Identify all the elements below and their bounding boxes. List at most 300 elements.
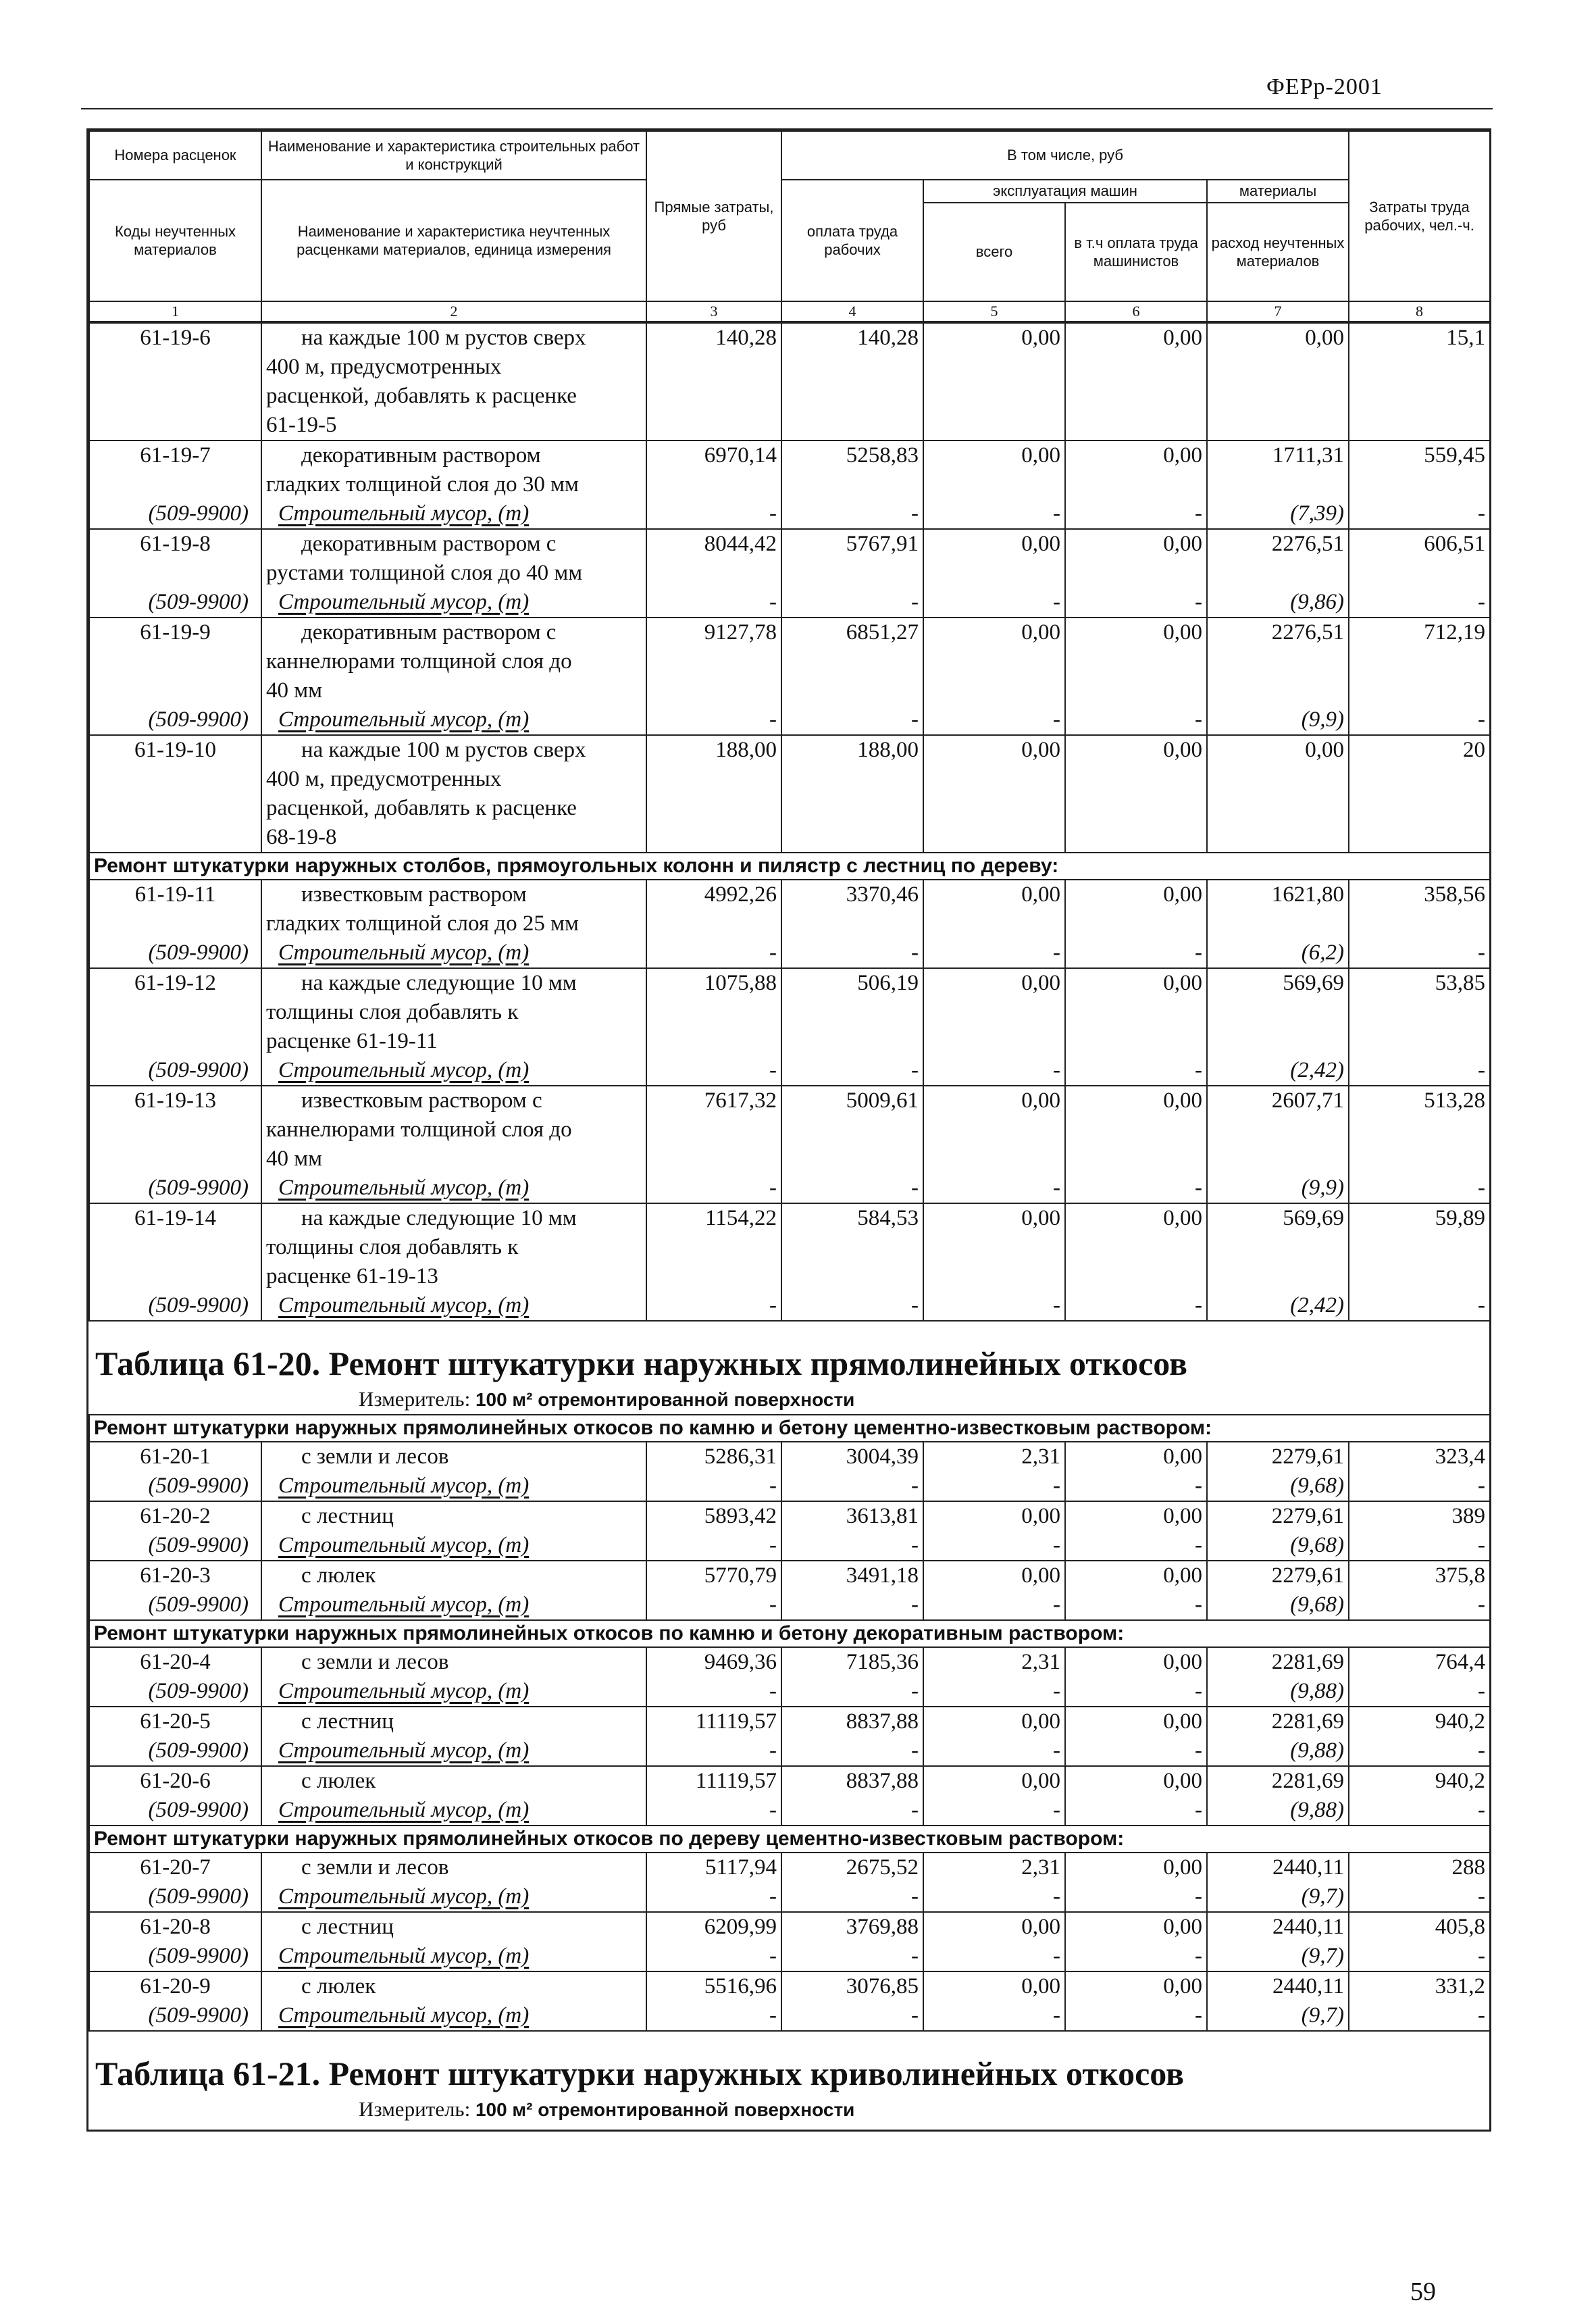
material-name: Строительный мусор, (т) [261, 1677, 646, 1707]
material-value: - [923, 705, 1065, 735]
value-cell: 940,2 [1349, 1766, 1490, 1796]
value-cell: 6209,99 [646, 1912, 781, 1942]
work-description [261, 1912, 646, 1942]
material-value: - [1349, 1677, 1490, 1707]
description-line: на каждые 100 м рустов сверх [301, 737, 586, 762]
material-value: - [646, 705, 781, 735]
description-line: расценке 61-19-13 [266, 1263, 438, 1288]
material-name: Строительный мусор, (т) [261, 1796, 646, 1826]
material-value: - [781, 1796, 923, 1826]
description-line: расценке 61-19-11 [266, 1028, 438, 1053]
material-value: - [923, 1942, 1065, 1971]
value-cell: 0,00 [923, 441, 1065, 499]
material-value: - [646, 2001, 781, 2030]
material-value: - [781, 938, 923, 968]
value-cell: 9127,78 [646, 618, 781, 705]
material-value: - [923, 1056, 1065, 1086]
value-cell: 559,45 [1349, 441, 1490, 499]
value-cell: 0,00 [923, 1912, 1065, 1942]
material-value: - [1349, 1056, 1490, 1086]
description-line: известковым раствором [301, 882, 527, 907]
description-line: на каждые следующие 10 мм [301, 1205, 577, 1230]
measure-label: Измеритель: [359, 1386, 471, 1411]
description-line: с лестниц [301, 1503, 394, 1528]
material-value: - [646, 499, 781, 529]
material-value: - [923, 1531, 1065, 1561]
material-value: - [923, 1882, 1065, 1912]
value-cell: 2440,11 [1207, 1912, 1349, 1942]
material-value: - [781, 1677, 923, 1707]
material-name: Строительный мусор, (т) [261, 1942, 646, 1971]
material-value: - [1349, 1590, 1490, 1620]
value-cell: 5117,94 [646, 1853, 781, 1882]
section-heading: Ремонт штукатурки наружных прямолинейных откосов по камню и бетону декоративным раствором: [89, 1620, 1490, 1647]
value-cell: 323,4 [1349, 1442, 1490, 1472]
value-cell: 20 [1349, 735, 1490, 853]
work-description [261, 529, 646, 588]
rate-code: 61-19-8 [89, 529, 261, 588]
material-code: (509-9900) [89, 1056, 261, 1086]
material-code: (509-9900) [89, 1736, 261, 1766]
value-cell: 1711,31 [1207, 441, 1349, 499]
value-cell: 2281,69 [1207, 1707, 1349, 1736]
material-value: (9,9) [1207, 705, 1349, 735]
value-cell: 0,00 [1065, 1971, 1207, 2001]
value-cell: 11119,57 [646, 1707, 781, 1736]
work-description [261, 1086, 646, 1174]
material-value: - [1349, 2001, 1490, 2030]
material-code: (509-9900) [89, 2001, 261, 2030]
table-61-21-title: Таблица 61-21. Ремонт штукатурки наружных криволинейных откосов [95, 2054, 1185, 2092]
description-line: декоративным раствором с [301, 531, 557, 556]
table-row [89, 968, 1490, 1056]
header-labor-pay: оплата труда рабочих [781, 180, 923, 301]
header-labor-cost: Затраты труда рабочих, чел.-ч. [1349, 131, 1490, 301]
value-cell: 0,00 [923, 880, 1065, 938]
value-cell: 8837,88 [781, 1766, 923, 1796]
value-cell: 331,2 [1349, 1971, 1490, 2001]
material-value: - [781, 1942, 923, 1971]
header-machinist-pay: в т.ч оплата труда машинистов [1065, 203, 1207, 301]
material-row [89, 1882, 1490, 1912]
material-value: - [1349, 1472, 1490, 1501]
work-description [261, 323, 646, 441]
description-line: каннелюрами толщиной слоя до [266, 1117, 572, 1142]
table-row [89, 1501, 1490, 1531]
material-value: - [1065, 1531, 1207, 1561]
material-value: - [923, 1590, 1065, 1620]
material-value: - [781, 499, 923, 529]
description-line: с люлек [301, 1973, 376, 1998]
column-number: 7 [1207, 301, 1349, 322]
table-row [89, 1707, 1490, 1736]
material-value: - [1349, 499, 1490, 529]
column-number: 2 [261, 301, 646, 322]
rate-code: 61-20-9 [89, 1971, 261, 2001]
description-line: 40 мм [266, 1146, 323, 1171]
value-cell: 140,28 [646, 323, 781, 441]
value-cell: 2,31 [923, 1647, 1065, 1677]
table-row [89, 1442, 1490, 1472]
value-cell: 0,00 [1065, 1442, 1207, 1472]
header-materials-usage: расход неучтенных материалов [1207, 203, 1349, 301]
table-row [89, 880, 1490, 938]
rate-code: 61-20-7 [89, 1853, 261, 1882]
description-line: каннелюрами толщиной слоя до [266, 649, 572, 674]
value-cell: 0,00 [923, 618, 1065, 705]
material-value: - [646, 1736, 781, 1766]
column-number: 5 [923, 301, 1065, 322]
rate-code: 61-19-6 [89, 323, 261, 441]
rate-code: 61-19-9 [89, 618, 261, 705]
value-cell: 3613,81 [781, 1501, 923, 1531]
description-line: с люлек [301, 1768, 376, 1793]
material-value: - [781, 1590, 923, 1620]
column-number: 8 [1349, 301, 1490, 322]
material-value: - [646, 1942, 781, 1971]
material-name: Строительный мусор, (т) [261, 1590, 646, 1620]
value-cell: 2607,71 [1207, 1086, 1349, 1174]
column-number-row [89, 301, 1490, 322]
table-row [89, 529, 1490, 588]
section-heading: Ремонт штукатурки наружных прямолинейных откосов по камню и бетону цементно-известковым раствором: [89, 1415, 1490, 1442]
description-line: 40 мм [266, 678, 323, 703]
material-value: - [1065, 1174, 1207, 1203]
description-line: известковым раствором с [301, 1088, 542, 1113]
material-row [89, 2001, 1490, 2030]
material-value: - [646, 1590, 781, 1620]
material-name: Строительный мусор, (т) [261, 705, 646, 735]
value-cell: 53,85 [1349, 968, 1490, 1056]
value-cell: 375,8 [1349, 1561, 1490, 1590]
material-value: - [923, 1736, 1065, 1766]
material-value: - [1349, 1531, 1490, 1561]
material-value: (6,2) [1207, 938, 1349, 968]
material-row [89, 1942, 1490, 1971]
header-machines: эксплуатация машин [923, 180, 1207, 203]
value-cell: 569,69 [1207, 1203, 1349, 1291]
material-value: - [1065, 1882, 1207, 1912]
value-cell: 0,00 [1065, 1647, 1207, 1677]
rates-table-61-19 [88, 322, 1491, 1320]
material-value: - [781, 1174, 923, 1203]
material-value: - [1065, 1291, 1207, 1320]
value-cell: 0,00 [1065, 1561, 1207, 1590]
material-value: - [781, 1882, 923, 1912]
page-number: 59 [1410, 2278, 1436, 2306]
material-row [89, 1531, 1490, 1561]
value-cell: 606,51 [1349, 529, 1490, 588]
value-cell: 0,00 [1065, 735, 1207, 853]
value-cell: 764,4 [1349, 1647, 1490, 1677]
rates-table-61-20 [88, 1414, 1491, 2030]
material-row [89, 1472, 1490, 1501]
value-cell: 2279,61 [1207, 1561, 1349, 1590]
material-name: Строительный мусор, (т) [261, 1174, 646, 1203]
material-value: - [1065, 499, 1207, 529]
material-value: - [1349, 938, 1490, 968]
description-line: с лестниц [301, 1914, 394, 1939]
table-row [89, 1086, 1490, 1174]
header-material-codes: Коды неучтенных материалов [89, 180, 261, 301]
value-cell: 2675,52 [781, 1853, 923, 1882]
value-cell: 1621,80 [1207, 880, 1349, 938]
material-code: (509-9900) [89, 1472, 261, 1501]
value-cell: 0,00 [1065, 1501, 1207, 1531]
value-cell: 188,00 [646, 735, 781, 853]
column-number: 3 [646, 301, 781, 322]
material-row [89, 1174, 1490, 1203]
rate-code: 61-19-7 [89, 441, 261, 499]
material-value: - [923, 1472, 1065, 1501]
value-cell: 2440,11 [1207, 1971, 1349, 2001]
value-cell: 0,00 [1207, 735, 1349, 853]
value-cell: 5286,31 [646, 1442, 781, 1472]
value-cell: 0,00 [1065, 1766, 1207, 1796]
value-cell: 3769,88 [781, 1912, 923, 1942]
value-cell: 506,19 [781, 968, 923, 1056]
table-row [89, 1912, 1490, 1942]
material-code: (509-9900) [89, 1174, 261, 1203]
header-including: В том числе, руб [781, 131, 1349, 180]
material-value: - [1065, 1942, 1207, 1971]
section-heading-row [89, 1415, 1490, 1442]
value-cell: 0,00 [923, 1561, 1065, 1590]
section-heading: Ремонт штукатурки наружных столбов, прямоугольных колонн и пилястр с лестниц по дереву: [89, 853, 1490, 880]
value-cell: 7617,32 [646, 1086, 781, 1174]
material-value: - [923, 1174, 1065, 1203]
material-value: - [1065, 1056, 1207, 1086]
value-cell: 5767,91 [781, 529, 923, 588]
value-cell: 2279,61 [1207, 1501, 1349, 1531]
material-value: (9,7) [1207, 2001, 1349, 2030]
material-value: - [923, 938, 1065, 968]
material-name: Строительный мусор, (т) [261, 1056, 646, 1086]
material-name: Строительный мусор, (т) [261, 1291, 646, 1320]
material-row [89, 1590, 1490, 1620]
material-row [89, 1736, 1490, 1766]
rate-code: 61-19-11 [89, 880, 261, 938]
description-line: декоративным раствором с [301, 620, 557, 645]
value-cell: 0,00 [1065, 529, 1207, 588]
header-direct-costs: Прямые затраты, руб [646, 131, 781, 301]
material-code: (509-9900) [89, 588, 261, 618]
value-cell: 8837,88 [781, 1707, 923, 1736]
work-description [261, 441, 646, 499]
description-line: расценкой, добавлять к расценке [266, 383, 577, 408]
material-code: (509-9900) [89, 1677, 261, 1707]
table-row [89, 1203, 1490, 1291]
table-row [89, 1971, 1490, 2001]
material-code: (509-9900) [89, 938, 261, 968]
section-heading-row [89, 1620, 1490, 1647]
section-heading-row [89, 853, 1490, 880]
rate-code: 61-19-12 [89, 968, 261, 1056]
table-row [89, 1647, 1490, 1677]
work-description [261, 1561, 646, 1590]
material-code: (509-9900) [89, 1531, 261, 1561]
table-row [89, 1561, 1490, 1590]
material-code: (509-9900) [89, 1796, 261, 1826]
material-value: - [1349, 1291, 1490, 1320]
description-line: на каждые следующие 10 мм [301, 970, 577, 995]
value-cell: 5516,96 [646, 1971, 781, 2001]
header-work-name: Наименование и характеристика строительных работ и конструкций [261, 131, 646, 180]
material-value: - [1065, 1736, 1207, 1766]
value-cell: 0,00 [923, 1501, 1065, 1531]
table-61-20-title: Таблица 61-20. Ремонт штукатурки наружных прямолинейных откосов [95, 1344, 1188, 1382]
measure-value: 100 м² отремонтированной поверхности [475, 1388, 855, 1410]
work-description [261, 1971, 646, 2001]
column-number: 6 [1065, 301, 1207, 322]
material-value: - [1349, 588, 1490, 618]
material-value: - [646, 1796, 781, 1826]
value-cell: 389 [1349, 1501, 1490, 1531]
material-value: - [646, 938, 781, 968]
material-value: - [1065, 938, 1207, 968]
description-line: с земли и лесов [301, 1855, 449, 1880]
material-row [89, 1291, 1490, 1320]
material-value: - [781, 1056, 923, 1086]
value-cell: 4992,26 [646, 880, 781, 938]
value-cell: 11119,57 [646, 1766, 781, 1796]
value-cell: 0,00 [923, 1766, 1065, 1796]
material-value: - [1065, 705, 1207, 735]
value-cell: 0,00 [923, 1086, 1065, 1174]
material-value: (9,68) [1207, 1590, 1349, 1620]
table-header [88, 130, 1491, 322]
value-cell: 0,00 [923, 1971, 1065, 2001]
description-line: 68-19-8 [266, 824, 337, 849]
material-value: - [923, 1796, 1065, 1826]
value-cell: 3370,46 [781, 880, 923, 938]
measure-label: Измеритель: [359, 2096, 471, 2121]
work-description [261, 880, 646, 938]
value-cell: 288 [1349, 1853, 1490, 1882]
material-value: - [923, 588, 1065, 618]
material-value: (9,7) [1207, 1882, 1349, 1912]
value-cell: 0,00 [1065, 1707, 1207, 1736]
material-value: - [781, 588, 923, 618]
value-cell: 0,00 [1065, 323, 1207, 441]
value-cell: 0,00 [1065, 441, 1207, 499]
value-cell: 0,00 [1207, 323, 1349, 441]
material-value: - [1065, 1590, 1207, 1620]
material-value: (9,68) [1207, 1531, 1349, 1561]
material-name: Строительный мусор, (т) [261, 938, 646, 968]
value-cell: 2276,51 [1207, 529, 1349, 588]
value-cell: 5893,42 [646, 1501, 781, 1531]
value-cell: 513,28 [1349, 1086, 1490, 1174]
column-number: 4 [781, 301, 923, 322]
material-value: - [781, 1472, 923, 1501]
header-machines-all: всего [923, 203, 1065, 301]
material-value: - [646, 1677, 781, 1707]
rate-code: 61-19-10 [89, 735, 261, 853]
measure-value: 100 м² отремонтированной поверхности [475, 2098, 855, 2120]
value-cell: 8044,42 [646, 529, 781, 588]
material-value: (9,86) [1207, 588, 1349, 618]
value-cell: 6851,27 [781, 618, 923, 705]
material-row [89, 499, 1490, 529]
material-value: - [1065, 1677, 1207, 1707]
description-line: с люлек [301, 1563, 376, 1588]
material-value: - [781, 2001, 923, 2030]
description-line: толщины слоя добавлять к [266, 999, 519, 1024]
material-value: - [646, 1174, 781, 1203]
value-cell: 0,00 [923, 323, 1065, 441]
material-value: - [1349, 705, 1490, 735]
column-number: 1 [89, 301, 261, 322]
material-value: - [1065, 588, 1207, 618]
value-cell: 358,56 [1349, 880, 1490, 938]
value-cell: 584,53 [781, 1203, 923, 1291]
material-value: (9,88) [1207, 1796, 1349, 1826]
description-line: гладких толщиной слоя до 30 мм [266, 472, 579, 497]
work-description [261, 1647, 646, 1677]
material-code: (509-9900) [89, 1590, 261, 1620]
description-line: с земли и лесов [301, 1444, 449, 1469]
material-value: - [1349, 1796, 1490, 1826]
rates-sheet [86, 128, 1491, 2132]
material-value: (2,42) [1207, 1291, 1349, 1320]
material-row [89, 1796, 1490, 1826]
value-cell: 0,00 [1065, 880, 1207, 938]
material-row [89, 938, 1490, 968]
value-cell: 1075,88 [646, 968, 781, 1056]
material-value: - [1349, 1882, 1490, 1912]
description-line: декоративным раствором [301, 443, 541, 468]
value-cell: 712,19 [1349, 618, 1490, 705]
description-line: 400 м, предусмотренных [266, 354, 502, 379]
table-row [89, 1766, 1490, 1796]
description-line: расценкой, добавлять к расценке [266, 795, 577, 820]
header-materials: материалы [1207, 180, 1349, 203]
value-cell: 2276,51 [1207, 618, 1349, 705]
rate-code: 61-19-13 [89, 1086, 261, 1174]
material-value: (9,9) [1207, 1174, 1349, 1203]
rate-code: 61-20-4 [89, 1647, 261, 1677]
material-value: - [1065, 1472, 1207, 1501]
value-cell: 0,00 [923, 529, 1065, 588]
description-line: рустами толщиной слоя до 40 мм [266, 560, 583, 585]
document-code: ФЕРр-2001 [1266, 74, 1383, 99]
value-cell: 1154,22 [646, 1203, 781, 1291]
rate-code: 61-20-3 [89, 1561, 261, 1590]
material-value: - [646, 588, 781, 618]
work-description [261, 968, 646, 1056]
material-row [89, 1056, 1490, 1086]
table-row [89, 618, 1490, 705]
value-cell: 0,00 [1065, 1912, 1207, 1942]
material-name: Строительный мусор, (т) [261, 1472, 646, 1501]
material-value: - [781, 1531, 923, 1561]
value-cell: 5258,83 [781, 441, 923, 499]
table-row [89, 323, 1490, 441]
value-cell: 2281,69 [1207, 1647, 1349, 1677]
material-code: (509-9900) [89, 1942, 261, 1971]
value-cell: 0,00 [1065, 968, 1207, 1056]
material-value: (7,39) [1207, 499, 1349, 529]
section-heading-row [89, 1826, 1490, 1853]
value-cell: 405,8 [1349, 1912, 1490, 1942]
value-cell: 7185,36 [781, 1647, 923, 1677]
top-rule [81, 108, 1493, 109]
material-value: - [923, 499, 1065, 529]
material-name: Строительный мусор, (т) [261, 499, 646, 529]
material-code: (509-9900) [89, 1291, 261, 1320]
value-cell: 3491,18 [781, 1561, 923, 1590]
